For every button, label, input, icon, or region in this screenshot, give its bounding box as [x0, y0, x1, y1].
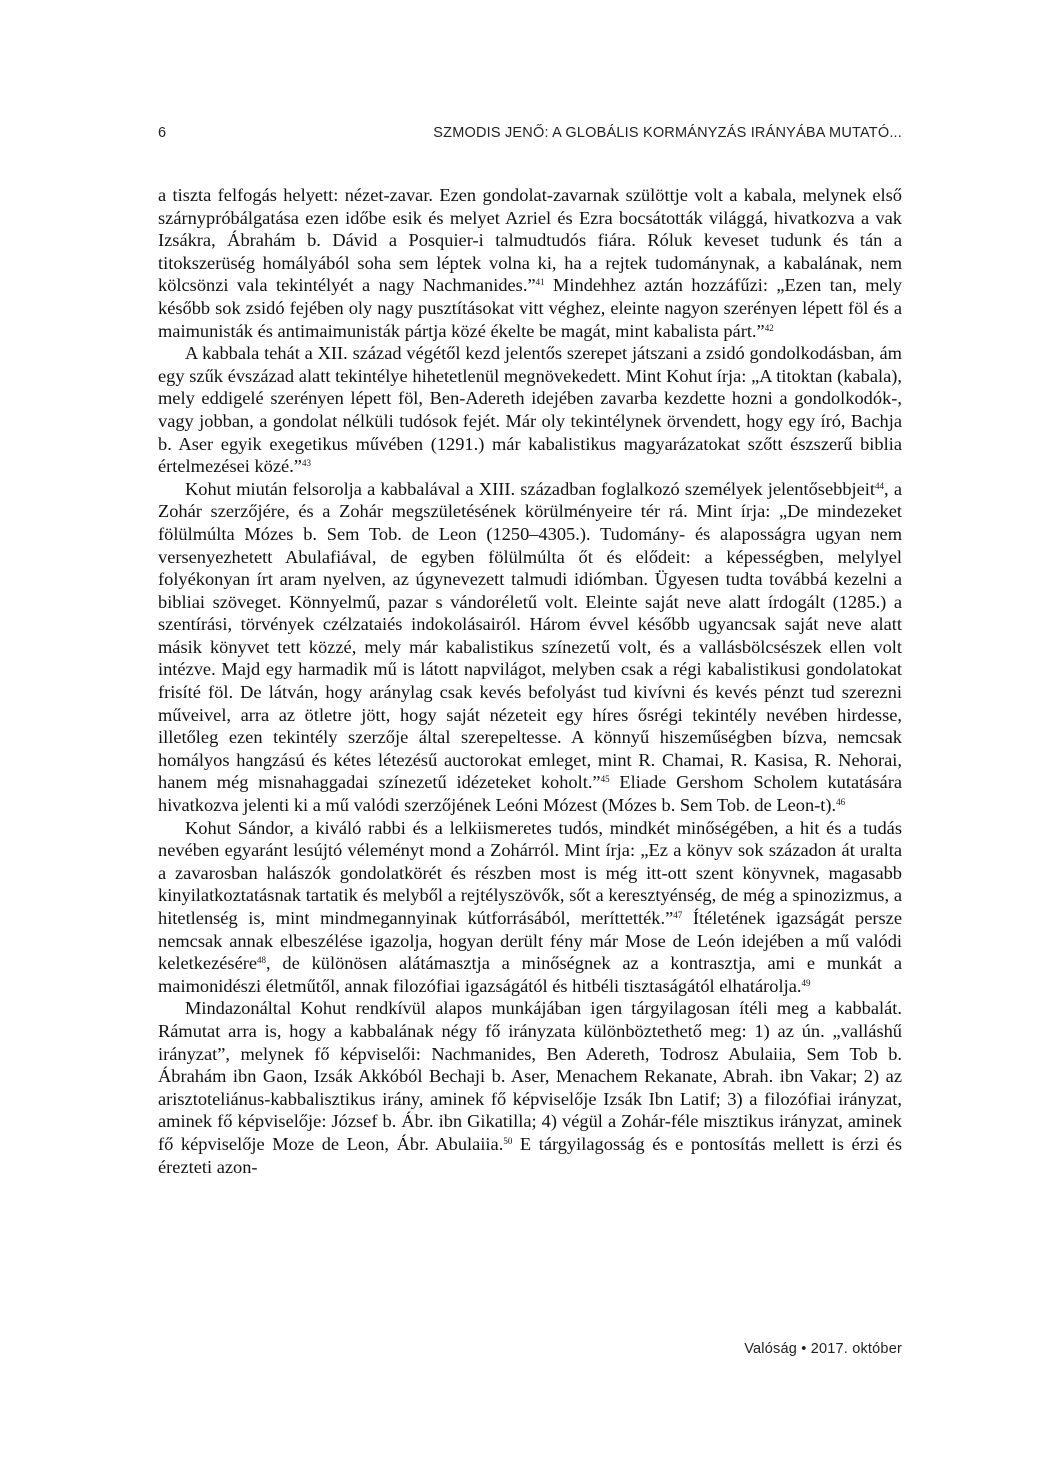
- paragraph: [158, 342, 902, 478]
- footnote-reference: 48: [257, 955, 267, 966]
- article-body: [158, 184, 902, 1178]
- paragraph: [158, 817, 902, 998]
- paragraph-text: , a Zohár szerzőjére, és a Zohár megszületésének körülményeire tér rá. Mint írja: „De mindezeket fölülmúlta Mózes b. Sem Tob. de Leon (1250–4305.). Tudomány- és alaposságra ugyan nem versenyezhetett Abulafiával, de egyben fölülmúlta őt és elődeit: a képességben, melylyel folyékonyan írt aram nyelven, az úgynevezett talmudi idiómban. Ügyesen tudta továbbá kezelni a bibliai szöveget. Könnyelmű, pazar s vándoréletű volt. Eleinte saját neve alatt írdogált (1285.) a szentírási, törvények czélzataiés indokolásairól. Három évvel később ugyancsak saját neve alatt másik könyvet tett közzé, mely már kabalistikus színezetű volt, és a vallásbölcsészek ellen volt intézve. Majd egy harmadik mű is látott napvilágot, melyben csak a régi kabalistikusi gondolatokat frisíté föl. De látván, hogy aránylag csak kevés befolyást tud kivívni és kevés pénzt tud szerezni műveivel, arra az ötletre jött, hogy saját nézeteit egy híres ősrégi tekintély nevében hirdesse, illetőleg ezen tekintély szerzője által szerepeltesse. A könnyű hiszeműségben bízva, nemcsak homályos hangzású és kétes létezésű auctorokat emleget, mint R. Chamai, R. Kasisa, R. Nehorai, hanem még misnahaggadai színezetű idézeteket koholt.”: [158, 478, 902, 793]
- footnote-reference: 45: [600, 774, 610, 785]
- paragraph-text: Kohut miután felsorolja a kabbalával a XIII. században foglalkozó személyek jelentősebbjeit: [185, 478, 876, 499]
- paragraph-text: Eliade Gershom Scholem kutatására hivatkozva jelenti ki a mű valódi szerzőjének Leóni Mózest (Mózes b. Sem Tob. de Leon-t).: [158, 772, 902, 816]
- paragraph: [158, 478, 902, 817]
- paragraph-text: E tárgyilagosság és e pontosítás mellett is érzi és érezteti azon-: [158, 1133, 903, 1177]
- footnote-reference: 50: [503, 1135, 513, 1146]
- footnote-reference: 49: [801, 977, 811, 988]
- footnote-reference: 41: [535, 277, 545, 288]
- footnote-reference: 42: [764, 322, 774, 333]
- page-number: 6: [158, 125, 167, 141]
- paragraph-text: A kabbala tehát a XII. század végétől kezd jelentős szerepet játszani a zsidó gondolkodásban, ám egy szűk évszázad alatt tekintélye hihetetlenül megnövekedett. Mint Kohut írja: „A titoktan (kabala), mely eddigelé szerényen lépett föl, Ben-Adereth idejében zavarba kezdette hozni a gondolkodók-, vagy jobban, a gondolat nélküli tudósok fejét. Már oly tekintélynek örvendett, hogy egy író, Bachja b. Aser egyik exegetikus művében (1291.) már kabalistikus magyarázatokat szőtt észszerű biblia értelmezései közé.”: [158, 343, 902, 477]
- page-footer: Valóság • 2017. október: [744, 1341, 902, 1357]
- paragraph: [158, 997, 902, 1178]
- paragraph-text: a tiszta felfogás helyett: nézet-zavar. Ezen gondolat-zavarnak szülöttje volt a kabala, melynek első szárnypróbálgatása ezen időbe esik és melyet Azriel és Ezra bocsátották világgá, hivatkozva a vak Izsákra, Ábrahám b. Dávid a Posquier-i talmudtudós fiára. Róluk keveset tudunk és tán a titokszerüség homályából soha sem léptek volna ki, ha a rejtek tudománynak, a kabalának, nem kölcsönzi vala tekintélyét a nagy Nachmanides.”: [158, 185, 902, 296]
- paragraph-text: Mindehhez aztán hozzáfűzi: „Ezen tan, mely később sok zsidó fejében oly nagy pusztításokat vitt véghez, eleinte nagyon szerényen lépett föl és a maimunisták és antimaimunisták pártja közé ékelte be magát, mint kabalista párt.”: [158, 275, 902, 341]
- paragraph-text: , de különösen alátámasztja a minőségnek az a kontrasztja, ami e munkát a maimonidészi életműtől, annak filozófiai igazságától és hitbéli tisztaságától elhatárolja.: [158, 953, 902, 996]
- paragraph-text: Ítéletének igazságát persze nemcsak annak elbeszélése igazolja, hogyan derült fény már Mose de León idejében a mű valódi keletkezésére: [158, 908, 902, 974]
- paragraph: [158, 184, 902, 342]
- running-title: SZMODIS JENŐ: A GLOBÁLIS KORMÁNYZÁS IRÁNYÁBA MUTATÓ...: [433, 125, 902, 141]
- footnote-reference: 44: [875, 480, 885, 491]
- footnote-reference: 46: [836, 797, 846, 808]
- footnote-reference: 43: [301, 458, 311, 469]
- paragraph-text: Mindazonáltal Kohut rendkívül alapos munkájában igen tárgyilagosan ítéli meg a kabbalát. Rámutat arra is, hogy a kabbalának négy fő irányzata különböztethető meg: 1) az ún. „valláshű irányzat”, melynek fő képviselői: Nachmanides, Ben Adereth, Todrosz Abulaiia, Sem Tob b. Ábrahám ibn Gaon, Izsák Akkóból Bechaji b. Aser, Menachem Rekanate, Abrah. ibn Vakar; 2) az arisztoteliánus-kabbalisztikus irány, aminek fő képviselője Izsák Ibn Latif; 3) a filozófiai irányzat, aminek fő képviselője: József b. Ábr. ibn Gikatilla; 4) végül a Zohár-féle misztikus irányzat, aminek fő képviselője Moze de Leon, Ábr. Abulaiia.: [158, 998, 902, 1154]
- paragraph-text: Kohut Sándor, a kiváló rabbi és a lelkiismeretes tudós, mindkét minőségében, a hit és a tudás nevében egyaránt lesújtó véleményt mond a Zohárról. Mint írja: „Ez a könyv sok századon át uralta a zavarosban halászók gondolatkörét és részben most is még itt-ott szent könyvnek, magasabb kinyilatkoztatásnak tartatik és melyből a rejtélyszövők, sőt a keresztyénség, de még a spinozizmus, a hitetlenség is, mint mindmegannyinak kútforrásából, meríttették.”: [158, 817, 902, 928]
- footnote-reference: 47: [673, 910, 683, 920]
